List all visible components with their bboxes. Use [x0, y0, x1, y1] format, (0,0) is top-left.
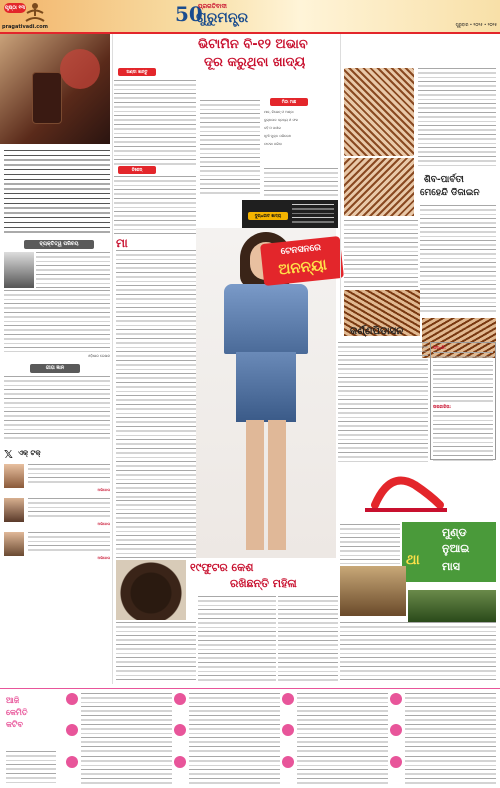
author-portrait — [4, 252, 34, 288]
zodiac-libra — [282, 724, 388, 753]
tweet-author-1: ଅଭିନେତା — [97, 488, 110, 492]
lead-intro-text — [4, 150, 110, 235]
mehendi-photo-2 — [344, 158, 414, 216]
page-number-badge: ପୃଷ୍ଠା ୧୩ — [4, 5, 26, 11]
tweet-text-2 — [28, 498, 110, 520]
supplement-title: ଗୁରୁମନ୍ତ୍ର — [196, 10, 249, 26]
right-bottom-text-a — [340, 524, 400, 564]
yoga-steps-title: ପଦ୍ଧତି: — [433, 345, 446, 350]
feature-title-box — [260, 236, 344, 286]
zodiac-cancer — [390, 693, 496, 722]
zodiac-pisces — [390, 756, 496, 785]
bullet-item: ଧୂଆଁ ମୁକ୍ତ ପରିବେଶ — [264, 134, 291, 138]
zodiac-leo — [66, 724, 172, 753]
gita-text — [4, 376, 110, 440]
section-tag-right: ଦୁଗ୍ଧଜାତ ଖାଦ୍ୟ — [248, 212, 288, 220]
tweet-author-2: ଅଭିନେତା — [97, 522, 110, 526]
right-col-text-a — [344, 220, 418, 290]
anniversary-logo: 50 — [175, 2, 203, 26]
biography-text — [36, 252, 110, 288]
lead-photo-left — [0, 34, 110, 144]
bullet-item: ଦୁଗ୍ଧଜାତ ଦ୍ରବ୍ୟ ଓ ଫଳ — [264, 118, 299, 122]
gita-header: ଗୀତା ଜ୍ଞାନ — [30, 364, 80, 373]
zodiac-scorpio — [390, 724, 496, 753]
bullet-item: ଦହି ଓ ପନୀର — [264, 126, 281, 130]
tweet-avatar-2 — [4, 498, 24, 522]
lead-title — [198, 36, 338, 94]
sagittarius-icon — [66, 756, 78, 768]
mehendi-subtitle: ମେହେନ୍ଦି ଡିଜାଇନ — [420, 188, 480, 198]
hair-feature-title-box — [190, 560, 350, 594]
zodiac-aries — [66, 693, 172, 722]
ek-tak-title: ଏକ୍ ଟକ୍ — [18, 449, 41, 457]
supplement-bottle-image — [32, 72, 62, 124]
yoga-silhouette-icon — [22, 2, 48, 24]
zodiac-gemini — [282, 693, 388, 722]
feature-title-top: ଟେନସନରେ — [280, 242, 322, 258]
astrologer-info — [6, 751, 56, 785]
capricorn-icon — [174, 756, 186, 768]
aquarius-icon — [282, 756, 294, 768]
lead-title-line1: ଭିଟାମିନ ବି-୧୨ ଅଭାବ — [198, 37, 308, 52]
feature-text-col2 — [116, 500, 196, 558]
bird-photo — [340, 566, 406, 616]
right-col-text-b — [420, 205, 496, 315]
promo-box — [242, 200, 338, 228]
zodiac-aquarius — [282, 756, 388, 785]
aries-icon — [66, 693, 78, 705]
lead-col2-text — [200, 100, 260, 195]
denim-skirt — [236, 352, 296, 422]
virgo-icon — [174, 724, 186, 736]
horoscope-header-line2: କେମିତି — [6, 708, 28, 717]
feature-title-bottom: ଅନନ୍ୟା — [277, 255, 328, 279]
hair-photo — [116, 560, 186, 620]
taurus-icon — [174, 693, 186, 705]
masthead — [0, 0, 500, 32]
horoscope-header — [6, 695, 62, 749]
tweet-text-1 — [28, 464, 110, 486]
lead-col1-text — [114, 80, 196, 165]
right-title-line3: ଥା — [406, 552, 420, 568]
right-title-line2: ନୁଆଇ — [442, 542, 470, 555]
zodiac-grid — [66, 693, 496, 785]
dateline: ଗୁରୁବାର • ୨୦୨୫ • ୨୦୨୫ — [455, 22, 497, 27]
website-url[interactable]: pragativadi.com — [2, 24, 48, 30]
tweet-avatar-3 — [4, 532, 24, 556]
yoga-quote — [338, 342, 428, 462]
zodiac-taurus — [174, 693, 280, 722]
x-logo-icon: 𝕏 — [4, 448, 13, 461]
hair-feature-title: ୧୯ଫୁଟର କେଶ — [190, 561, 254, 574]
hair-feature-subtitle: ରଖିଛନ୍ତି ମହିଳା — [230, 577, 297, 590]
right-bottom-title — [402, 522, 496, 582]
mehendi-title: ଶିବ-ପାର୍ବତୀ — [424, 175, 464, 185]
yoga-header: କର୍ଣ୍ଣପିଡାସନ — [350, 326, 404, 337]
horoscope-header-line3: କଟିବ — [6, 720, 23, 729]
denim-jacket — [224, 284, 308, 354]
section-tag-left2: ଚିକେନ୍ — [118, 166, 156, 174]
leo-icon — [66, 724, 78, 736]
hair-feature-col1 — [116, 622, 196, 682]
mehendi-photo — [344, 68, 414, 156]
horoscope-header-line1: ଆଜି — [6, 696, 20, 705]
cancer-icon — [390, 693, 402, 705]
hair-feature-col2 — [198, 596, 276, 682]
zodiac-sagittarius — [66, 756, 172, 785]
brand-name: ପ୍ରଗତିବାଦୀ — [198, 3, 227, 10]
biography-name-tag: ଓଡ଼ିଶାର ଲେଖକ — [87, 354, 110, 358]
lead-col3-text — [264, 168, 338, 198]
bullet-item: ଟାଟକା ପରିବା — [264, 142, 283, 146]
tweet-author-3: ଅଭିନେତା — [97, 556, 110, 560]
pisces-icon — [390, 756, 402, 768]
section-tag-left: ଅଣ୍ଡା ଖାନ୍ତୁ — [118, 68, 156, 76]
section-tag-mid: ମିଠା ମାଛ — [270, 98, 308, 106]
gemini-icon — [282, 693, 294, 705]
scorpio-icon — [390, 724, 402, 736]
lead-title-line2: ଦୂର କରୁଥିବା ଖାଦ୍ୟ — [204, 55, 306, 70]
mehendi-text — [418, 68, 496, 168]
actress-legs — [246, 420, 286, 550]
lead-bullet-list — [264, 108, 338, 168]
hair-feature-col3 — [278, 596, 338, 682]
zodiac-capricorn — [174, 756, 280, 785]
right-title-line4: ମାସ — [442, 560, 460, 573]
biography-text-2 — [4, 290, 110, 352]
yoga-pose-photo — [360, 460, 450, 520]
feature-drop-cap: ମା — [116, 236, 128, 250]
zodiac-virgo — [174, 724, 280, 753]
horoscope-panel — [0, 688, 500, 788]
yoga-steps-box — [430, 342, 496, 460]
libra-icon — [282, 724, 294, 736]
yoga-benefits-title: ଉପକାରିତା: — [433, 404, 452, 409]
right-title-line1: ମୁଣ୍ଡ — [442, 526, 467, 539]
lead-col1b-text — [114, 176, 196, 236]
ek-tak-header — [4, 448, 84, 460]
feature-text-col1 — [116, 250, 196, 500]
tweet-text-3 — [28, 532, 110, 554]
right-bottom-text-b — [340, 622, 496, 682]
tweet-avatar-1 — [4, 464, 24, 488]
aquarium-photo — [408, 590, 496, 622]
bullet-item: ମାଛ, ଚିକେନ୍ ଓ ଅଣ୍ଡା — [264, 110, 294, 114]
biography-header: ବ୍ୟକ୍ତିତ୍ୱ ପରିଚୟ — [24, 240, 94, 249]
